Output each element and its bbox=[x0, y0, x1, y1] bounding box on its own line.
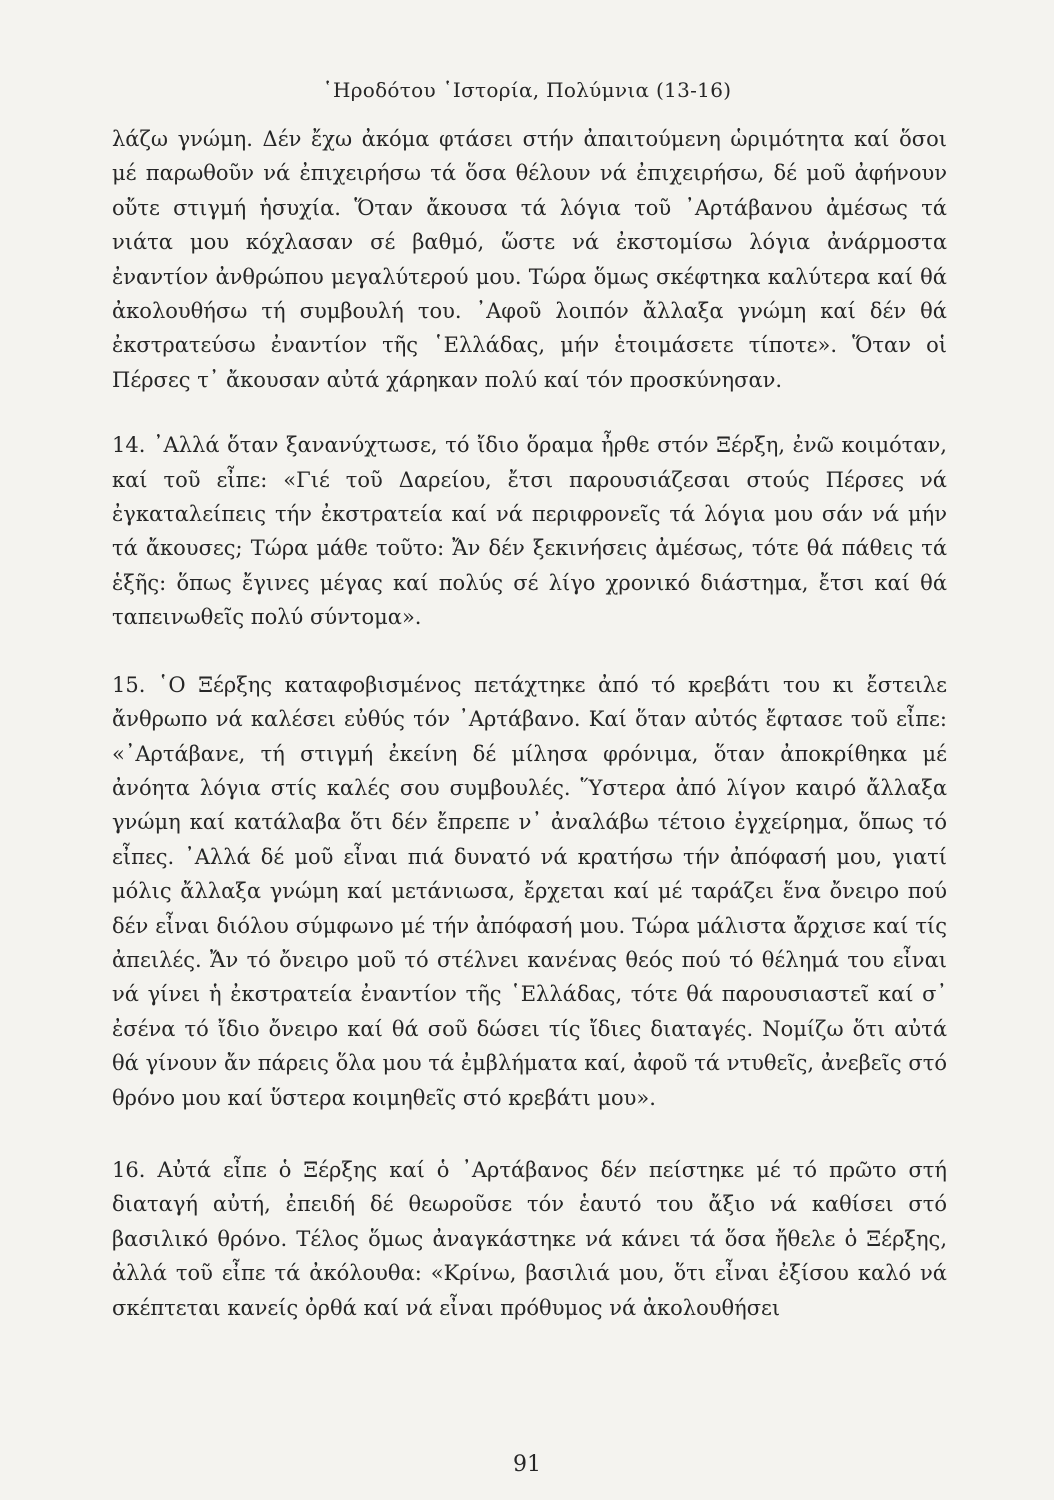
paragraph-continued: λάζω γνώμη. Δέν ἔχω ἀκόμα φτάσει στήν ἀπαιτούμενη ὡριμότητα καί ὅσοι μέ παρωθοῦν νά ἐπιχειρήσω τά ὅσα θέλουν νά ἐπιχειρήσω, δέ μοῦ ἀφήνουν οὔτε στιγμή ἡσυχία. Ὅταν ἄκουσα τά λόγια τοῦ ᾿Αρτάβανου ἀμέσως τά νιάτα μου κόχλασαν σέ βαθμό, ὥστε νά ἐκστομίσω λόγια ἀνάρμοστα ἐναντίον ἀνθρώπου μεγαλύτερού μου. Τώρα ὅμως σκέφτηκα καλύτερα καί θά ἀκολουθήσω τή συμβουλή του. ᾿Αφοῦ λοιπόν ἄλλαξα γνώμη καί δέν θά ἐκστρατεύσω ἐναντίον τῆς ῾Ελλάδας, μήν ἑτοιμάσετε τίποτε». Ὅταν οἱ Πέρσες τ᾿ ἄκουσαν αὐτά χάρηκαν πολύ καί τόν προσκύνησαν. bbox=[112, 127, 947, 392]
paragraph-14: 14. ᾿Αλλά ὅταν ξανανύχτωσε, τό ἴδιο ὅραμα ἦρθε στόν Ξέρξη, ἐνῶ κοιμόταν, καί τοῦ εἶπε: «Γιέ τοῦ Δαρείου, ἔτσι παρουσιάζεσαι στούς Πέρσες νά ἐγκαταλείπεις τήν ἐκστρατεία καί νά περιφρονεῖς τά λόγια μου σάν νά μήν τά ἄκουσες; Τώρα μάθε τοῦτο: Ἄν δέν ξεκινήσεις ἀμέσως, τότε θά πάθεις τά ἑξῆς: ὅπως ἔγινες μέγας καί πολύς σέ λίγο χρονικό διάστημα, ἔτσι καί θά ταπεινωθεῖς πολύ σύντομα». bbox=[112, 433, 947, 630]
body-text bbox=[112, 122, 947, 1325]
page-number: 91 bbox=[513, 1452, 541, 1477]
paragraph-16: 16. Αὐτά εἶπε ὁ Ξέρξης καί ὁ ᾿Αρτάβανος δέν πείστηκε μέ τό πρῶτο στή διαταγή αὐτή, ἐπειδή δέ θεωροῦσε τόν ἑαυτό του ἄξιο νά καθίσει στό βασιλικό θρόνο. Τέλος ὅμως ἀναγκάστηκε νά κάνει τά ὅσα ἤθελε ὁ Ξέρξης, ἀλλά τοῦ εἶπε τά ἀκόλουθα: «Κρίνω, βασιλιά μου, ὅτι εἶναι ἐξίσου καλό νά σκέπτεται κανείς ὀρθά καί νά εἶναι πρόθυμος νά ἀκολουθήσει bbox=[112, 1157, 947, 1320]
paragraph-15: 15. ῾Ο Ξέρξης καταφοβισμένος πετάχτηκε ἀπό τό κρεβάτι του κι ἔστειλε ἄνθρωπο νά καλέσει εὐθύς τόν ᾿Αρτάβανο. Καί ὅταν αὐτός ἔφτασε τοῦ εἶπε: «᾿Αρτάβανε, τή στιγμή ἐκείνη δέ μίλησα φρόνιμα, ὅταν ἀποκρίθηκα μέ ἀνόητα λόγια στίς καλές σου συμβουλές. Ὕστερα ἀπό λίγον καιρό ἄλλαξα γνώμη καί κατάλαβα ὅτι δέν ἔπρεπε ν᾿ ἀναλάβω τέτοιο ἐγχείρημα, ὅπως τό εἶπες. ᾿Αλλά δέ μοῦ εἶναι πιά δυνατό νά κρατήσω τήν ἀπόφασή μου, γιατί μόλις ἄλλαξα γνώμη καί μετάνιωσα, ἔρχεται καί μέ ταράζει ἕνα ὄνειρο πού δέν εἶναι διόλου σύμφωνο μέ τήν ἀπόφασή μου. Τώρα μάλιστα ἄρχισε καί τίς ἀπειλές. Ἄν τό ὄνειρο μοῦ τό στέλνει κανένας θεός πού τό θέλημά του εἶναι νά γίνει ἡ ἐκστρατεία ἐναντίον τῆς ῾Ελλάδας, τότε θά παρουσιαστεῖ καί σ᾿ ἐσένα τό ἴδιο ὄνειρο καί θά σοῦ δώσει τίς ἴδιες διαταγές. Νομίζω ὅτι αὐτά θά γίνουν ἄν πάρεις ὅλα μου τά ἐμβλήματα καί, ἀφοῦ τά ντυθεῖς, ἀνεβεῖς στό θρόνο μου καί ὕστερα κοιμηθεῖς στό κρεβάτι μου». bbox=[112, 672, 947, 1110]
running-head: ῾Ηροδότου ῾Ιστορία, Πολύμνια (13-16) bbox=[322, 78, 732, 102]
